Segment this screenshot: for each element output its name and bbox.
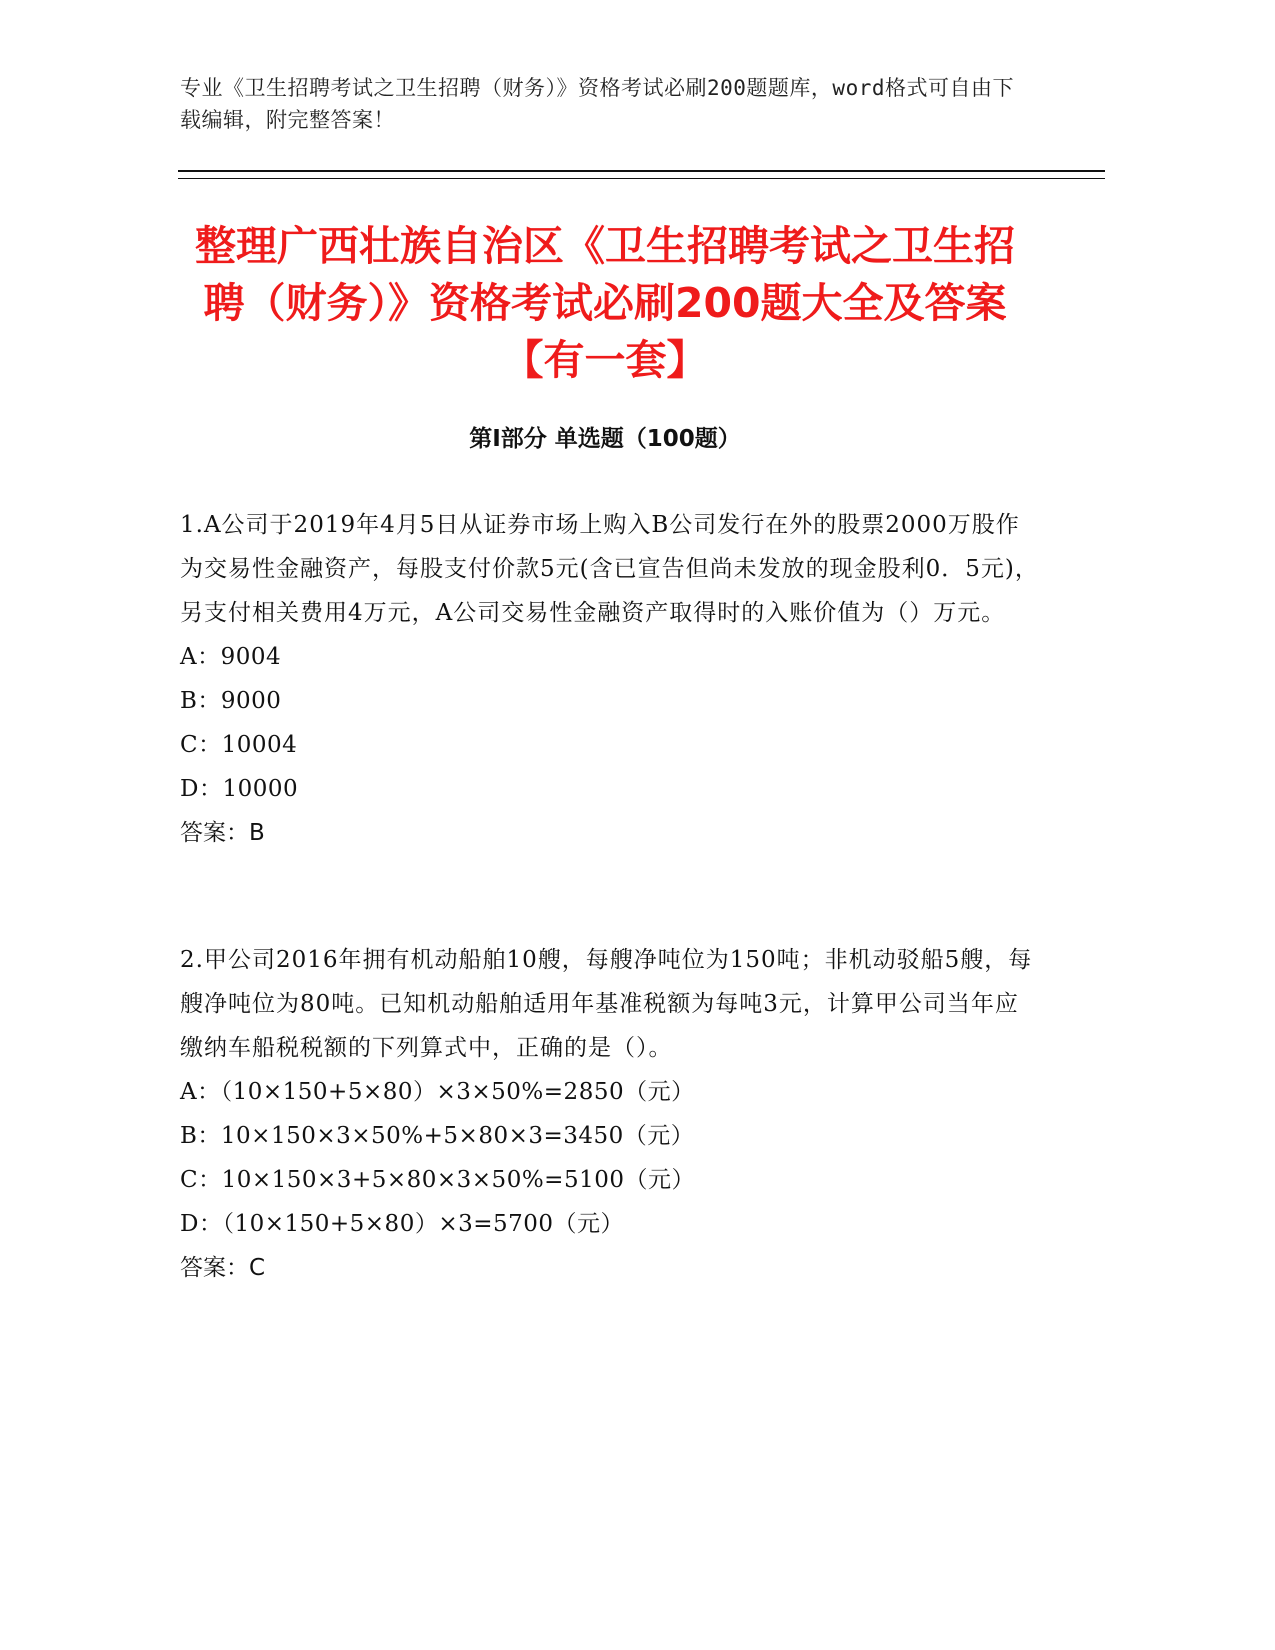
option-b: B：10×150×3×50%+5×80×3=3450（元） bbox=[180, 1123, 695, 1149]
question-2 bbox=[180, 938, 1040, 1290]
question-1 bbox=[180, 503, 1040, 855]
option-c: C：10004 bbox=[180, 732, 298, 758]
answer-label: 答案：C bbox=[180, 1255, 266, 1281]
header-divider-thin bbox=[178, 178, 1105, 179]
option-b: B：9000 bbox=[180, 688, 282, 714]
option-d: D：10000 bbox=[180, 776, 299, 802]
header-note: 专业《卫生招聘考试之卫生招聘（财务）》资格考试必刷200题题库，word格式可自由下载编辑，附完整答案！ bbox=[180, 76, 1014, 132]
option-d: D：（10×150+5×80）×3=5700（元） bbox=[180, 1211, 625, 1237]
header-divider-thick bbox=[178, 170, 1105, 172]
question-stem: 1.A公司于2019年4月5日从证券市场上购入B公司发行在外的股票2000万股作为交易性金融资产，每股支付价款5元(含已宣告但尚未发放的现金股利0．5元)，另支付相关费用4万元，A公司交易性金融资产取得时的入账价值为（）万元。 bbox=[180, 512, 1039, 626]
option-a: A：9004 bbox=[180, 644, 282, 670]
section-heading: 第I部分 单选题（100题） bbox=[469, 426, 741, 452]
document-title: 整理广西壮族自治区《卫生招聘考试之卫生招聘（财务）》资格考试必刷200题大全及答案【有一套】 bbox=[195, 222, 1015, 384]
question-stem: 2.甲公司2016年拥有机动船舶10艘，每艘净吨位为150吨；非机动驳船5艘，每艘净吨位为80吨。已知机动船舶适用年基准税额为每吨3元，计算甲公司当年应缴纳车船税税额的下列算式中，正确的是（）。 bbox=[180, 947, 1033, 1061]
option-c: C：10×150×3+5×80×3×50%=5100（元） bbox=[180, 1167, 695, 1193]
answer-label: 答案：B bbox=[180, 820, 265, 846]
option-a: A：（10×150+5×80）×3×50%=2850（元） bbox=[180, 1079, 695, 1105]
